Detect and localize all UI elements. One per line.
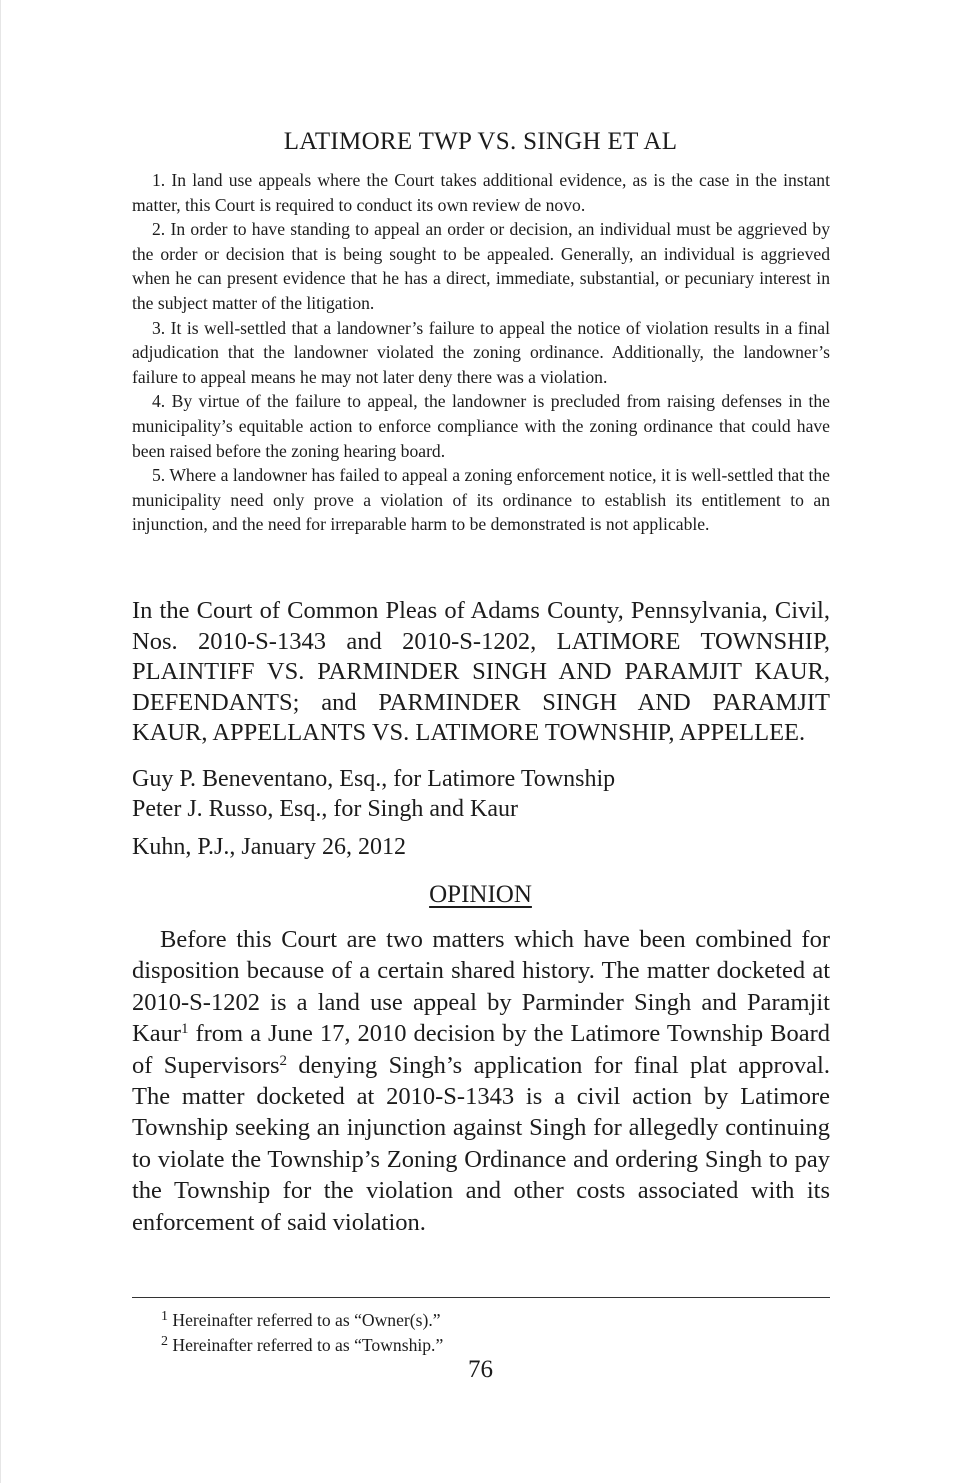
opinion-heading — [1, 881, 960, 909]
page-number: 76 — [468, 1356, 493, 1383]
headnote — [132, 316, 830, 390]
headnote-number: 3. — [152, 317, 166, 338]
case-caption: In the Court of Common Pleas of Adams County, Pennsylvania, Civil, Nos. 2010-S-1343 and 2010-S-1202, LATIMORE TOWNSHIP, PLAINTIFF VS. PARMINDER SINGH AND PARAMJIT KAUR, DEFENDANTS; and PARMINDER SINGH AND PARAMJIT KAUR, APPELLANTS VS. LATIMORE TOWNSHIP, APPELLEE. — [132, 597, 830, 746]
footnote-divider — [132, 1297, 830, 1298]
headnote — [132, 389, 830, 463]
counsel-line: Guy P. Beneventano, Esq., for Latimore Township — [132, 766, 616, 792]
body-text: from a June 17, 2010 decision by the Latimore Township Board of Supervisors — [132, 1020, 830, 1079]
opinion-title: OPINION — [429, 881, 532, 908]
headnote — [132, 168, 830, 217]
headnotes — [132, 168, 830, 537]
headnote-number: 2. — [152, 219, 166, 240]
headnote-number: 1. — [152, 170, 166, 190]
footnote-ref: 1 — [180, 1021, 189, 1038]
footnote-marker: 2 — [161, 1333, 168, 1349]
headnote — [132, 217, 830, 315]
footnote — [132, 1308, 830, 1333]
footnotes — [132, 1308, 830, 1357]
running-head: LATIMORE TWP VS. SINGH ET AL — [283, 128, 678, 155]
headnote-text: In order to have standing to appeal an order or decision, an individual must be aggrieved by the order or decision that is being sought to be appealed. Generally, an individual is aggrieved when he can present evidence that he has a direct, immediate, substantial, or pecuniary interest in the subject matter of the litigation. — [132, 219, 830, 313]
body-text: denying Singh’s application for final plat approval. The matter docketed at 2010-S-1343 is a civil action by Latimore Township seeking an injunction against Singh for allegedly continuing to violate the Township’s Zoning Ordinance and ordering Singh to pay the Township for the violation and other costs associated with its enforcement of said violation. — [132, 1051, 830, 1236]
body-text: Before this Court are two matters which have been combined for disposition because of a certain shared history. The matter docketed at 2010-S-1202 is a land use appeal by Parminder Singh and Paramjit Kaur — [132, 926, 830, 1048]
headnote-text: Where a landowner has failed to appeal a zoning enforcement notice, it is well-settled that the municipality need only prove a violation of its ordinance to establish its entitlement to an injunction, and the need for irreparable harm to be demonstrated is not applicable. — [132, 465, 830, 535]
counsel-line: Peter J. Russo, Esq., for Singh and Kaur — [132, 796, 518, 822]
footnote-text: Hereinafter referred to as “Owner(s).” — [172, 1310, 441, 1330]
headnote-text: In land use appeals where the Court takes additional evidence, as is the case in the instant matter, this Court is required to conduct its own review de novo. — [132, 170, 830, 215]
footnote-text: Hereinafter referred to as “Township.” — [172, 1334, 444, 1355]
footnote-ref: 2 — [279, 1052, 287, 1069]
headnote-number: 4. — [152, 391, 166, 412]
footnote-marker: 1 — [161, 1309, 168, 1324]
opinion-body — [132, 924, 830, 1238]
counsel-list — [132, 764, 830, 824]
headnote — [132, 463, 830, 537]
headnote-text: By virtue of the failure to appeal, the landowner is precluded from raising defenses in the municipality’s equitable action to enforce compliance with the zoning ordinance that could have been raised before the zoning hearing board. — [132, 391, 830, 461]
judge-line: Kuhn, P.J., January 26, 2012 — [132, 834, 406, 860]
headnote-number: 5. — [152, 465, 166, 486]
footnote — [132, 1333, 830, 1358]
headnote-text: It is well-settled that a landowner’s failure to appeal the notice of violation results in a final adjudication that the landowner violated the zoning ordinance. Additionally, the landowner’s failure to appeal means he may not later deny there was a violation. — [132, 317, 830, 387]
